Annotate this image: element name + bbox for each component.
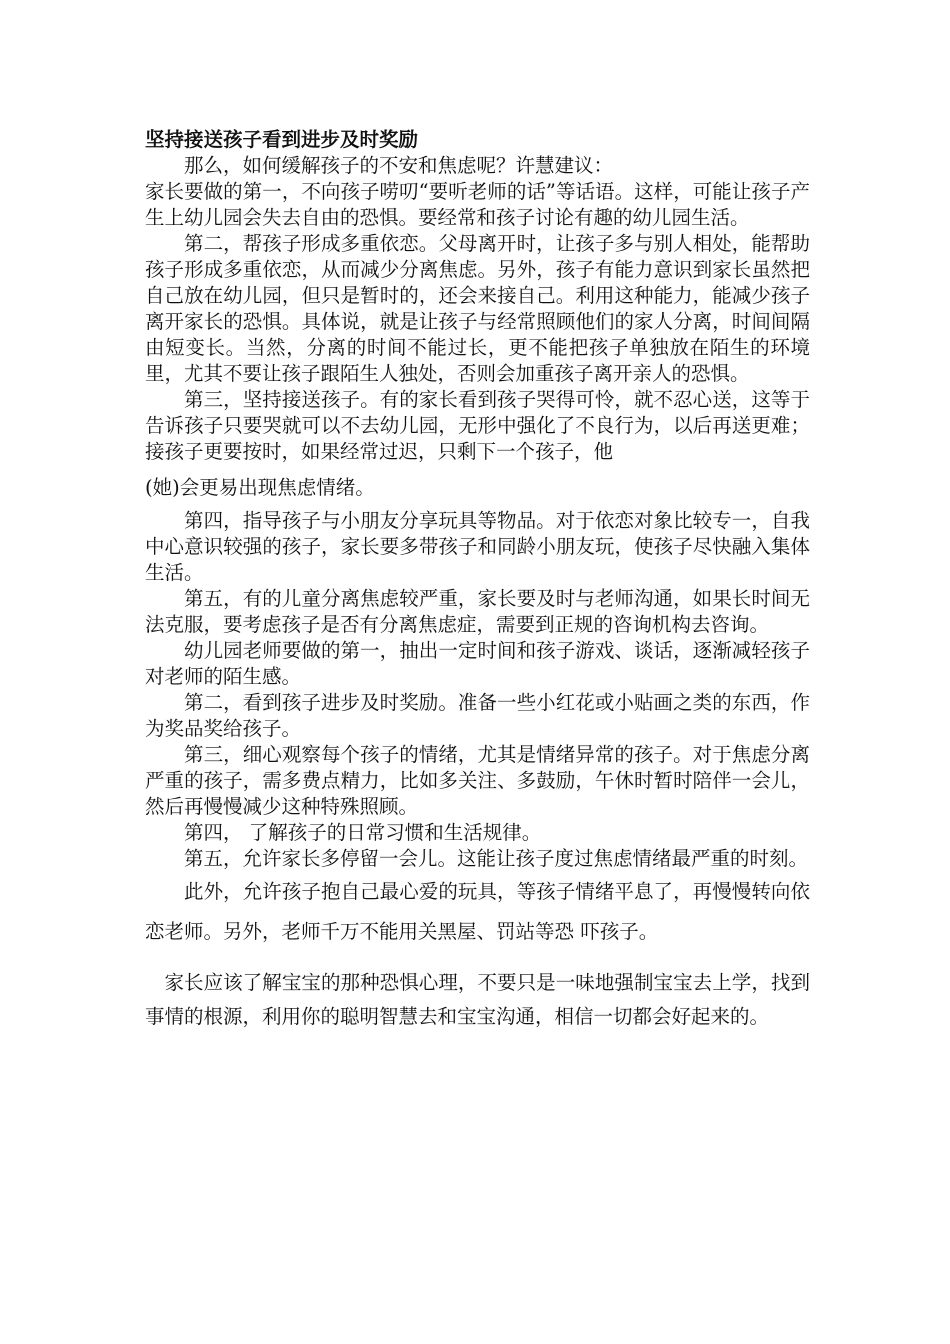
paragraph-intro: 那么，如何缓解孩子的不安和焦虑呢？许慧建议： bbox=[184, 154, 614, 177]
paragraph-parent-second: 第二，帮孩子形成多重依恋。父母离开时，让孩子多与别人相处，能帮助孩子形成多重依恋，从而减少分离焦虑。另外，孩子有能力意识到家长虽然把自己放在幼儿园，但只是暂时的，还会来接自己。利用这种能力，能减少孩子离开家长的恐惧。具体说，就是让孩子与经常照顾他们的家人分离，时间间隔由短变长。当然，分离的时间不能过长，更不能把孩子单独放在陌生的环境里，尤其不要让孩子跟陌生人独处，否则会加重孩子离开亲人的恐惧。 bbox=[145, 232, 810, 385]
paragraph-teacher-fourth: 第四， 了解孩子的日常习惯和生活规律。 bbox=[184, 821, 542, 844]
paragraph-parent-fifth: 第五，有的儿童分离焦虑较严重，家长要及时与老师沟通，如果长时间无法克服，要考虑孩子是否有分离焦虑症，需要到正规的咨询机构去咨询。 bbox=[145, 587, 810, 636]
document-title: 坚持接送孩子看到进步及时奖励 bbox=[145, 128, 419, 151]
paragraph-teacher-fifth: 第五，允许家长多停留一会儿。这能让孩子度过焦虑情绪最严重的时刻。 bbox=[184, 847, 809, 870]
paragraph-parent-fourth: 第四，指导孩子与小朋友分享玩具等物品。对于依恋对象比较专一，自我中心意识较强的孩子，家长要多带孩子和同龄小朋友玩，使孩子尽快融入集体生活。 bbox=[145, 509, 810, 584]
document-page bbox=[145, 127, 810, 1034]
paragraph-additionally: 此外，允许孩子抱自己最心爱的玩具，等孩子情绪平息了，再慢慢转向依恋老师。另外，老师千万不能用关黑屋、罚站等恐 吓孩子。 bbox=[145, 880, 810, 943]
paragraph-parent-third-continued: (她)会更易出现焦虑情绪。 bbox=[145, 476, 375, 499]
paragraph-teacher-third: 第三，细心观察每个孩子的情绪，尤其是情绪异常的孩子。对于焦虑分离严重的孩子，需多费点精力，比如多关注、多鼓励，午休时暂时陪伴一会儿，然后再慢慢减少这种特殊照顾。 bbox=[145, 743, 810, 818]
paragraph-parent-third: 第三，坚持接送孩子。有的家长看到孩子哭得可怜，就不忍心送，这等于告诉孩子只要哭就可以不去幼儿园，无形中强化了不良行为，以后再送更难；接孩子更要按时，如果经常过迟，只剩下一个孩子，他 bbox=[145, 388, 810, 463]
paragraph-teacher-first: 幼儿园老师要做的第一，抽出一定时间和孩子游戏、谈话，逐渐减轻孩子对老师的陌生感。 bbox=[145, 639, 810, 688]
paragraph-teacher-second: 第二，看到孩子进步及时奖励。准备一些小红花或小贴画之类的东西，作为奖品奖给孩子。 bbox=[145, 691, 810, 740]
paragraph-parent-first: 家长要做的第一，不向孩子唠叨“要听老师的话”等话语。这样，可能让孩子产生上幼儿园会失去自由的恐惧。要经常和孩子讨论有趣的幼儿园生活。 bbox=[145, 180, 810, 229]
paragraph-conclusion: 家长应该了解宝宝的那种恐惧心理，不要只是一味地强制宝宝去上学，找到事情的根源，利用你的聪明智慧去和宝宝沟通，相信一切都会好起来的。 bbox=[145, 971, 810, 1028]
